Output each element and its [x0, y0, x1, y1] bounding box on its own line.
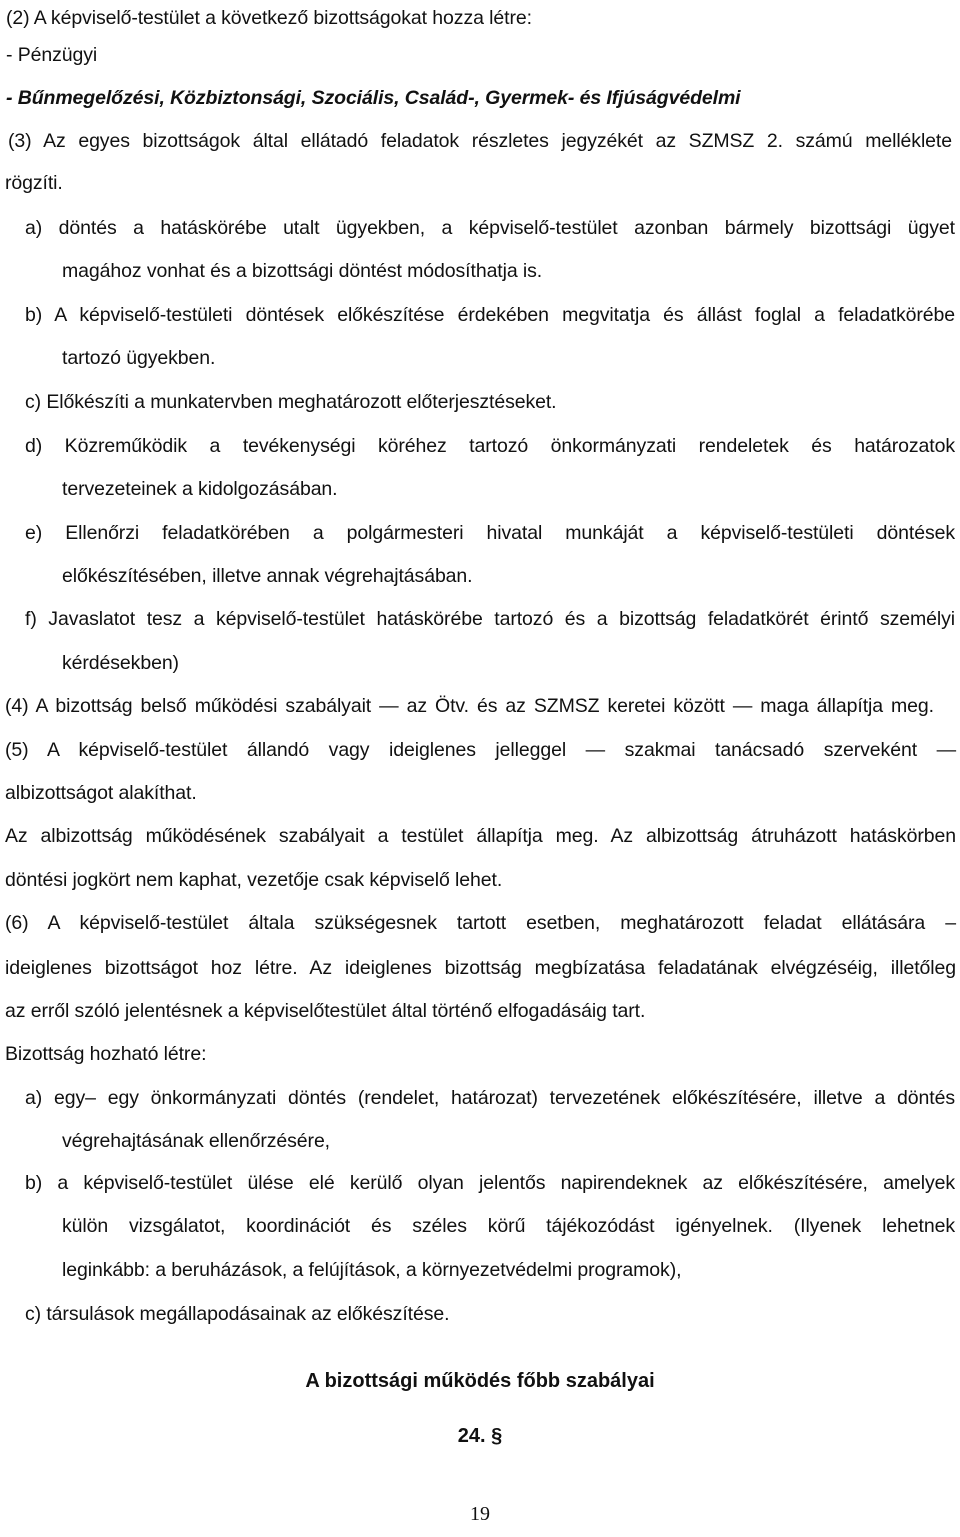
item-d-line-1: d) Közreműködik a tevékenységi köréhez tartozó önkormányzati rendeletek és határozatok [25, 435, 955, 457]
sub-item-b-line-1: b) a képviselő-testület ülése elé kerülő olyan jelentős napirendeknek az előkészítésére, amelyek [25, 1172, 955, 1194]
paragraph-6-line-2: ideiglenes bizottságot hoz létre. Az ideiglenes bizottság megbízatása feladatának elvégzéséig, illetőleg [5, 957, 956, 979]
paragraph-5-line-2: albizottságot alakíthat. [5, 782, 197, 804]
list-item-bunmegelozesi: - Bűnmegelőzési, Közbiztonsági, Szociális, Család-, Gyermek- és Ifjúságvédelmi [6, 87, 741, 109]
item-f-line-2: kérdésekben) [62, 652, 179, 674]
albizottsag-line-2: döntési jogkört nem kaphat, vezetője csak képviselő lehet. [5, 869, 503, 891]
paragraph-3-line-2: rögzíti. [5, 172, 63, 194]
section-heading: A bizottsági működés főbb szabályai [305, 1370, 655, 1392]
item-d-line-2: tervezeteinek a kidolgozásában. [62, 478, 338, 500]
page-number: 19 [470, 1503, 490, 1525]
item-c-line-1: c) Előkészíti a munkatervben meghatározott előterjesztéseket. [25, 391, 557, 413]
list-item-penzugyi: - Pénzügyi [6, 44, 98, 66]
sub-item-c-line-1: c) társulások megállapodásainak az előkészítése. [25, 1303, 450, 1325]
paragraph-4: (4) A bizottság belső működési szabályait — az Ötv. és az SZMSZ keretei között — maga állapítja meg. [5, 695, 934, 717]
item-a-line-1: a) döntés a hatáskörébe utalt ügyekben, a képviselő-testület azonban bármely bizottsági ügyet [25, 217, 955, 239]
paragraph-6-line-3: az erről szóló jelentésnek a képviselőtestület által történő elfogadásáig tart. [5, 1000, 646, 1022]
bizottsag-hozhato-heading: Bizottság hozható létre: [5, 1043, 207, 1065]
albizottsag-line-1: Az albizottság működésének szabályait a testület állapítja meg. Az albizottság átruházott hatáskörben [5, 825, 956, 847]
paragraph-6-line-1: (6) A képviselő-testület általa szükségesnek tartott esetben, meghatározott feladat ellátására – [5, 912, 956, 934]
sub-item-a-line-1: a) egy– egy önkormányzati döntés (rendelet, határozat) tervezetének előkészítésére, illetve a döntés [25, 1087, 955, 1109]
item-b-line-2: tartozó ügyekben. [62, 347, 216, 369]
paragraph-3-line-1: (3) Az egyes bizottságok által ellátadó feladatok részletes jegyzékét az SZMSZ 2. számú melléklete [8, 130, 952, 152]
sub-item-a-line-2: végrehajtásának ellenőrzésére, [62, 1130, 331, 1152]
item-e-line-1: e) Ellenőrzi feladatkörében a polgármesteri hivatal munkáját a képviselő-testületi döntések [25, 522, 955, 544]
item-a-line-2: magához vonhat és a bizottsági döntést módosíthatja is. [62, 260, 543, 282]
item-f-line-1: f) Javaslatot tesz a képviselő-testület hatáskörébe tartozó és a bizottság feladatkörét érintő személyi [25, 608, 955, 630]
paragraph-2-intro: (2) A képviselő-testület a következő bizottságokat hozza létre: [6, 7, 532, 29]
sub-item-b-line-2: külön vizsgálatot, koordinációt és széles körű tájékozódást igényelnek. (Ilyenek lehetnek [62, 1215, 955, 1237]
item-b-line-1: b) A képviselő-testületi döntések előkészítése érdekében megvitatja és állást foglal a feladatkörébe [25, 304, 955, 326]
paragraph-5-line-1: (5) A képviselő-testület állandó vagy ideiglenes jelleggel — szakmai tanácsadó szerveként — [5, 739, 956, 761]
section-number: 24. § [457, 1425, 503, 1447]
sub-item-b-line-3: leginkább: a beruházások, a felújítások, a környezetvédelmi programok), [62, 1259, 682, 1281]
item-e-line-2: előkészítésében, illetve annak végrehajtásában. [62, 565, 473, 587]
